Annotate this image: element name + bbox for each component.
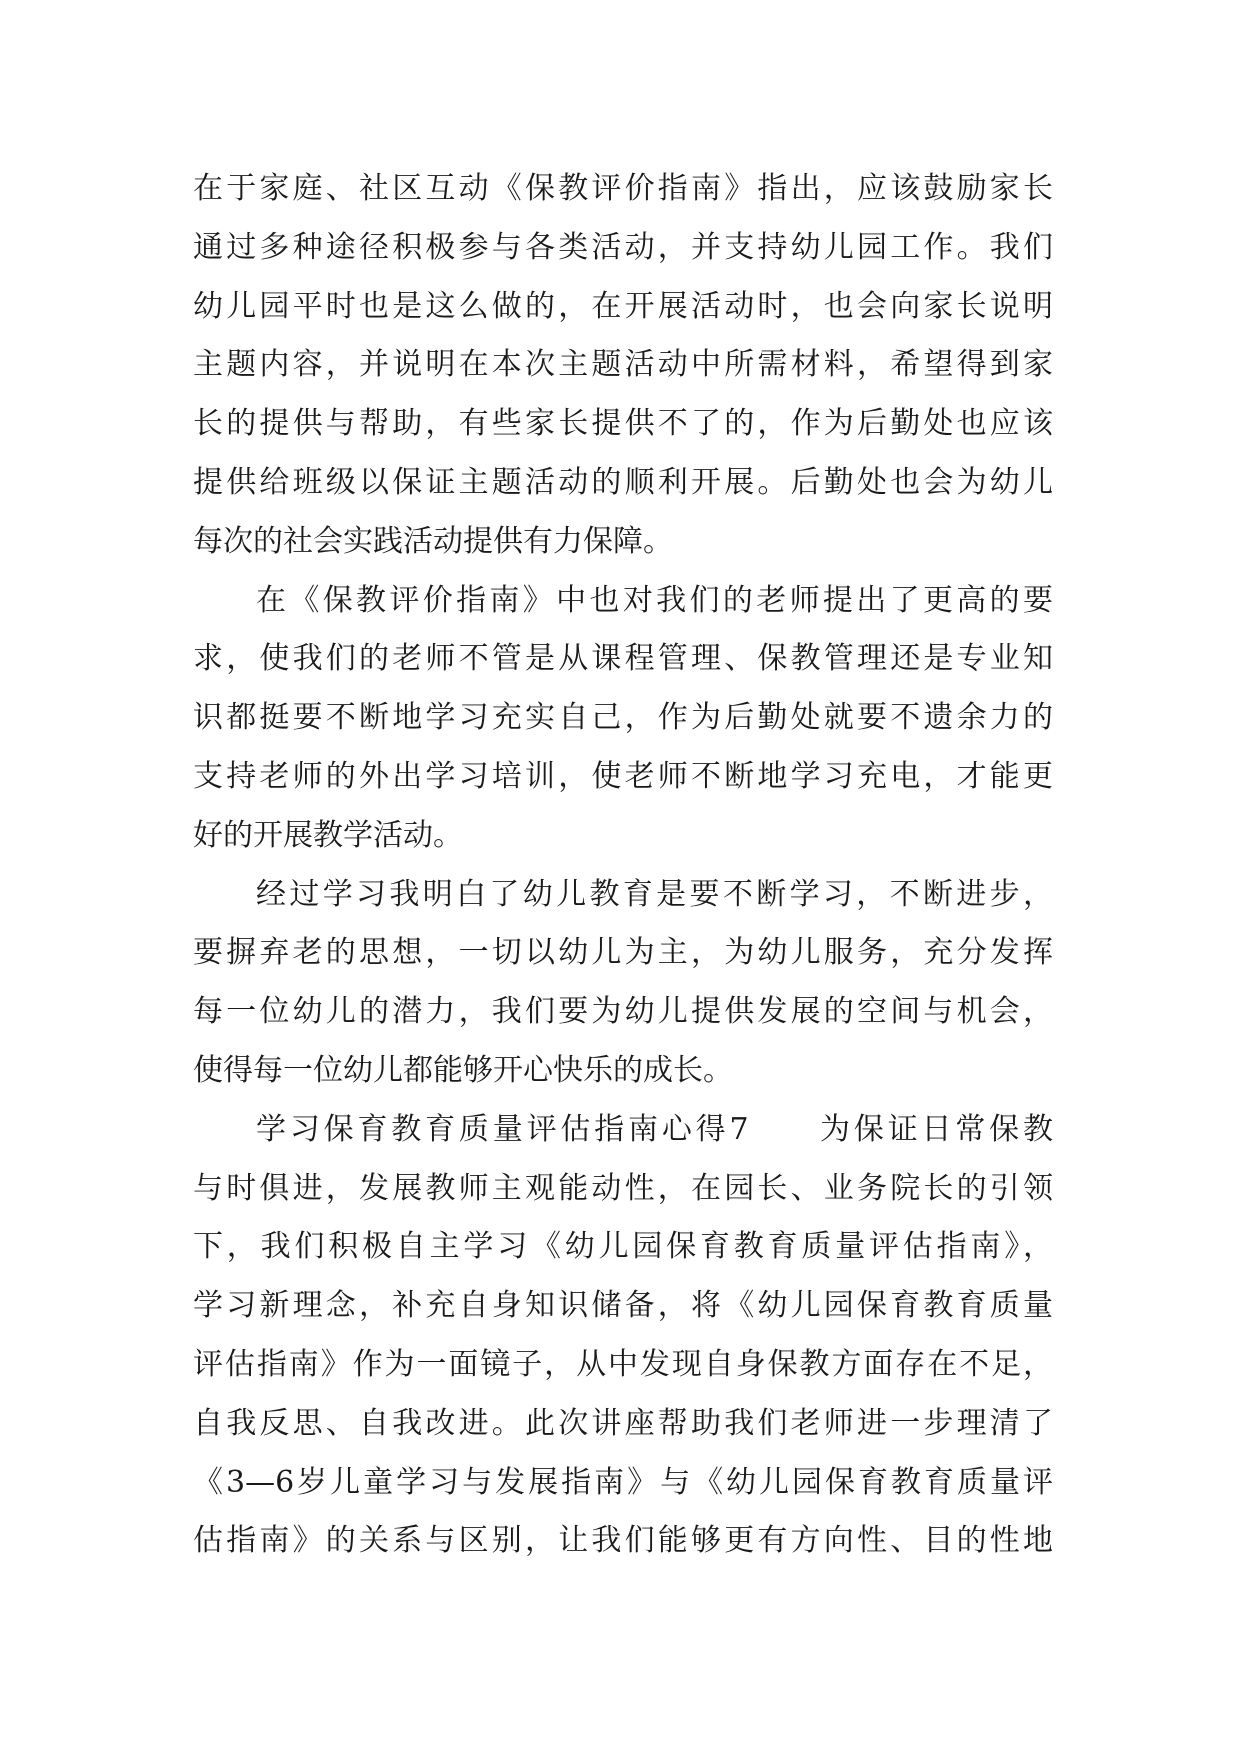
text-line: 好的开展教学活动。	[193, 817, 463, 853]
text-line: 求，使我们的老师不管是从课程管理、保教管理还是专业知	[193, 641, 1053, 677]
text-line: 在《保教评价指南》中也对我们的老师提出了更高的要	[256, 582, 1053, 618]
text-line: 提供给班级以保证主题活动的顺利开展。后勤处也会为幼儿	[193, 464, 1053, 500]
text-line: 每次的社会实践活动提供有力保障。	[193, 523, 673, 559]
text-line: 与时俱进，发展教师主观能动性，在园长、业务院长的引领	[193, 1170, 1053, 1206]
text-line: 每一位幼儿的潜力，我们要为幼儿提供发展的空间与机会，	[193, 994, 1053, 1030]
text-line: 识都挺要不断地学习充实自己，作为后勤处就要不遗余力的	[193, 700, 1053, 736]
text-line: 经过学习我明白了幼儿教育是要不断学习，不断进步，	[256, 876, 1053, 912]
text-line: 估指南》的关系与区别，让我们能够更有方向性、目的性地	[193, 1523, 1053, 1559]
text-line: 主题内容，并说明在本次主题活动中所需材料，希望得到家	[193, 347, 1053, 383]
text-line: 《3—6岁儿童学习与发展指南》与《幼儿园保育教育质量评	[193, 1464, 1053, 1500]
text-line: 长的提供与帮助，有些家长提供不了的，作为后勤处也应该	[193, 406, 1053, 442]
text-line: 下，我们积极自主学习《幼儿园保育教育质量评估指南》，	[193, 1229, 1053, 1265]
text-line: 使得每一位幼儿都能够开心快乐的成长。	[193, 1052, 733, 1088]
text-line: 支持老师的外出学习培训，使老师不断地学习充电，才能更	[193, 758, 1053, 794]
text-line: 通过多种途径积极参与各类活动，并支持幼儿园工作。我们	[193, 229, 1053, 265]
text-line: 评估指南》作为一面镜子，从中发现自身保教方面存在不足，	[193, 1346, 1053, 1382]
body-text	[193, 160, 1053, 1571]
text-line: 在于家庭、社区互动《保教评价指南》指出，应该鼓励家长	[193, 171, 1053, 206]
text-line: 幼儿园平时也是这么做的，在开展活动时，也会向家长说明	[193, 288, 1053, 324]
text-line: 学习保育教育质量评估指南心得7 为保证日常保教	[256, 1111, 1053, 1147]
text-line: 自我反思、自我改进。此次讲座帮助我们老师进一步理清了	[193, 1405, 1053, 1441]
text-line: 学习新理念，补充自身知识储备，将《幼儿园保育教育质量	[193, 1288, 1053, 1324]
text-line: 要摒弃老的思想，一切以幼儿为主，为幼儿服务，充分发挥	[193, 935, 1053, 971]
